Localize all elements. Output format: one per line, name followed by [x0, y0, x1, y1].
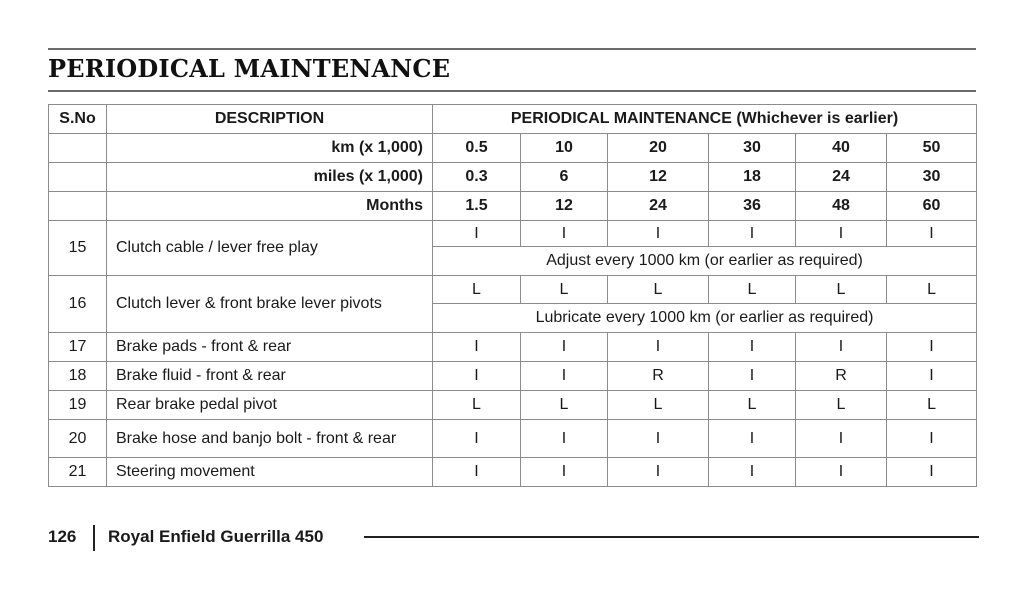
empty-cell [49, 192, 107, 221]
row-value: I [796, 221, 887, 247]
row-value: L [608, 276, 709, 304]
row-value: L [709, 391, 796, 420]
months-row [49, 192, 977, 221]
row-sno: 18 [49, 362, 107, 391]
row-value: I [709, 420, 796, 458]
row-value: I [608, 333, 709, 362]
row-value: R [608, 362, 709, 391]
miles-value: 12 [608, 163, 709, 192]
row-description: Rear brake pedal pivot [107, 391, 433, 420]
row-value: R [796, 362, 887, 391]
row-value: I [709, 458, 796, 487]
row-value: I [796, 333, 887, 362]
row-value: I [433, 458, 521, 487]
row-value: I [521, 420, 608, 458]
row-value: I [433, 420, 521, 458]
header-row [49, 105, 977, 134]
page-title: PERIODICAL MAINTENANCE [48, 54, 451, 83]
row-description: Brake hose and banjo bolt - front & rear [107, 420, 433, 458]
miles-row [49, 163, 977, 192]
row-sno: 19 [49, 391, 107, 420]
miles-value: 30 [887, 163, 977, 192]
miles-value: 24 [796, 163, 887, 192]
row-sno: 17 [49, 333, 107, 362]
sno-header: S.No [49, 105, 107, 134]
row-value: I [709, 333, 796, 362]
footer-rule [364, 536, 979, 538]
months-value: 12 [521, 192, 608, 221]
row-value: I [433, 362, 521, 391]
row-note: Adjust every 1000 km (or earlier as required) [433, 247, 977, 276]
row-value: I [796, 458, 887, 487]
title-underline [48, 90, 976, 92]
months-value: 1.5 [433, 192, 521, 221]
row-value: L [709, 276, 796, 304]
miles-value: 6 [521, 163, 608, 192]
table-row [49, 458, 977, 487]
row-value: L [887, 391, 977, 420]
months-value: 48 [796, 192, 887, 221]
row-value: I [887, 333, 977, 362]
row-note: Lubricate every 1000 km (or earlier as required) [433, 304, 977, 333]
miles-value: 0.3 [433, 163, 521, 192]
table-row [49, 276, 977, 304]
km-row [49, 134, 977, 163]
row-value: L [433, 276, 521, 304]
row-value: I [521, 362, 608, 391]
row-value: I [521, 221, 608, 247]
months-value: 36 [709, 192, 796, 221]
row-value: I [887, 458, 977, 487]
description-header: DESCRIPTION [107, 105, 433, 134]
table-row [49, 391, 977, 420]
row-value: L [887, 276, 977, 304]
table-row [49, 362, 977, 391]
row-value: I [433, 333, 521, 362]
footer-separator [93, 525, 95, 551]
months-label: Months [107, 192, 433, 221]
empty-cell [49, 134, 107, 163]
km-value: 20 [608, 134, 709, 163]
row-value: I [608, 221, 709, 247]
row-sno: 21 [49, 458, 107, 487]
km-value: 10 [521, 134, 608, 163]
row-value: I [433, 221, 521, 247]
miles-value: 18 [709, 163, 796, 192]
table-row [49, 333, 977, 362]
row-value: I [887, 221, 977, 247]
row-value: I [887, 362, 977, 391]
row-value: L [521, 276, 608, 304]
row-description: Clutch cable / lever free play [107, 221, 433, 276]
periodic-header: PERIODICAL MAINTENANCE (Whichever is earlier) [433, 105, 977, 134]
row-value: L [796, 276, 887, 304]
row-value: I [608, 420, 709, 458]
km-value: 0.5 [433, 134, 521, 163]
row-sno: 15 [49, 221, 107, 276]
maintenance-table-body [49, 134, 977, 487]
row-value: I [521, 333, 608, 362]
row-value: L [521, 391, 608, 420]
row-value: L [608, 391, 709, 420]
row-value: I [709, 362, 796, 391]
book-title: Royal Enfield Guerrilla 450 [108, 527, 324, 546]
km-value: 30 [709, 134, 796, 163]
months-value: 60 [887, 192, 977, 221]
row-value: L [796, 391, 887, 420]
row-sno: 16 [49, 276, 107, 333]
top-rule [48, 48, 976, 50]
row-sno: 20 [49, 420, 107, 458]
table-row [49, 221, 977, 247]
row-description: Brake pads - front & rear [107, 333, 433, 362]
row-value: I [521, 458, 608, 487]
row-value: I [608, 458, 709, 487]
row-description: Brake fluid - front & rear [107, 362, 433, 391]
row-value: I [796, 420, 887, 458]
maintenance-table [48, 104, 977, 487]
km-value: 50 [887, 134, 977, 163]
row-value: L [433, 391, 521, 420]
km-label: km (x 1,000) [107, 134, 433, 163]
page-number: 126 [48, 527, 77, 546]
months-value: 24 [608, 192, 709, 221]
empty-cell [49, 163, 107, 192]
row-description: Steering movement [107, 458, 433, 487]
table-row [49, 420, 977, 458]
miles-label: miles (x 1,000) [107, 163, 433, 192]
row-value: I [709, 221, 796, 247]
row-value: I [887, 420, 977, 458]
row-description: Clutch lever & front brake lever pivots [107, 276, 433, 333]
km-value: 40 [796, 134, 887, 163]
